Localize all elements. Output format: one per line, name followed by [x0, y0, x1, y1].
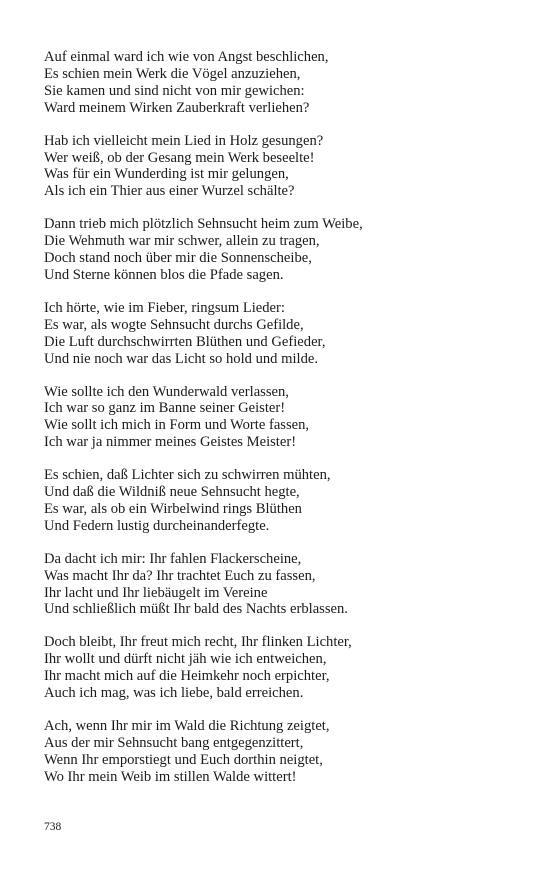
poem-line: Wenn Ihr emporstiegt und Euch dorthin neigtet,: [44, 751, 323, 768]
poem-line: Ihr macht mich auf die Heimkehr noch erpichter,: [44, 668, 330, 685]
poem-line: Doch stand noch über mir die Sonnenscheibe,: [44, 250, 312, 267]
poem-line: Und Federn lustig durcheinanderfegte.: [44, 517, 270, 534]
poem-line: Wie sollt ich mich in Form und Worte fassen,: [44, 417, 310, 434]
poem-line: Sie kamen und sind nicht von mir gewichen:: [44, 82, 305, 99]
poem-line: Und Sterne können blos die Pfade sagen.: [44, 266, 284, 283]
poem-line: Ihr wollt und dürft nicht jäh wie ich entweichen,: [44, 651, 327, 668]
poem-line: Die Luft durchschwirrten Blüthen und Gefieder,: [44, 333, 326, 350]
poem-line: Doch bleibt, Ihr freut mich recht, Ihr flinken Lichter,: [44, 634, 352, 651]
poem-line: Es schien mein Werk die Vögel anzuziehen,: [44, 65, 301, 82]
stanza: [44, 384, 514, 452]
poem-line: Was macht Ihr da? Ihr trachtet Euch zu fassen,: [44, 567, 316, 584]
poem-line: Als ich ein Thier aus einer Wurzel schälte?: [44, 183, 295, 200]
stanza: [44, 133, 514, 201]
poem-line: Wo Ihr mein Weib im stillen Walde wittert!: [44, 768, 297, 785]
page-number: 738: [44, 821, 62, 833]
stanza: [44, 49, 514, 117]
poem-line: Es war, als ob ein Wirbelwind rings Blüthen: [44, 500, 302, 517]
poem-line: Was für ein Wunderding ist mir gelungen,: [44, 166, 289, 183]
poem-line: Und schließlich müßt Ihr bald des Nachts erblassen.: [44, 601, 348, 618]
poem-line: Ich war ja nimmer meines Geistes Meister!: [44, 434, 297, 451]
poem-line: Da dacht ich mir: Ihr fahlen Flackerscheine,: [44, 550, 302, 567]
poem-line: Es war, als wogte Sehnsucht durchs Gefilde,: [44, 316, 304, 333]
poem-line: Dann trieb mich plötzlich Sehnsucht heim zum Weibe,: [44, 216, 363, 233]
poem-line: Wer weiß, ob der Gesang mein Werk beseelte!: [44, 149, 315, 166]
poem-line: Und daß die Wildniß neue Sehnsucht hegte,: [44, 484, 300, 501]
stanza: [44, 467, 514, 535]
poem-line: Wie sollte ich den Wunderwald verlassen,: [44, 383, 289, 400]
poem-line: Ward meinem Wirken Zauberkraft verliehen?: [44, 99, 310, 116]
stanza: [44, 634, 514, 702]
poem-line: Auch ich mag, was ich liebe, bald erreichen.: [44, 685, 304, 702]
stanza: [44, 718, 514, 786]
poem-line: Ich war so ganz im Banne seiner Geister!: [44, 400, 286, 417]
stanza: [44, 216, 514, 284]
poem-line: Hab ich vielleicht mein Lied in Holz gesungen?: [44, 132, 324, 149]
poem-line: Ach, wenn Ihr mir im Wald die Richtung zeigtet,: [44, 718, 330, 734]
poem-line: Die Wehmuth war mir schwer, allein zu tragen,: [44, 233, 320, 250]
poem-line: Und nie noch war das Licht so hold und milde.: [44, 350, 318, 367]
poem-line: Es schien, daß Lichter sich zu schwirren mühten,: [44, 467, 331, 484]
poem-text: [44, 49, 514, 802]
stanza: [44, 300, 514, 368]
stanza: [44, 551, 514, 619]
poem-line: Auf einmal ward ich wie von Angst beschlichen,: [44, 49, 329, 65]
poem-line: Ich hörte, wie im Fieber, ringsum Lieder:: [44, 299, 285, 316]
poem-line: Aus der mir Sehnsucht bang entgegenzittert,: [44, 734, 304, 751]
poem-line: Ihr lacht und Ihr liebäugelt im Vereine: [44, 584, 268, 601]
